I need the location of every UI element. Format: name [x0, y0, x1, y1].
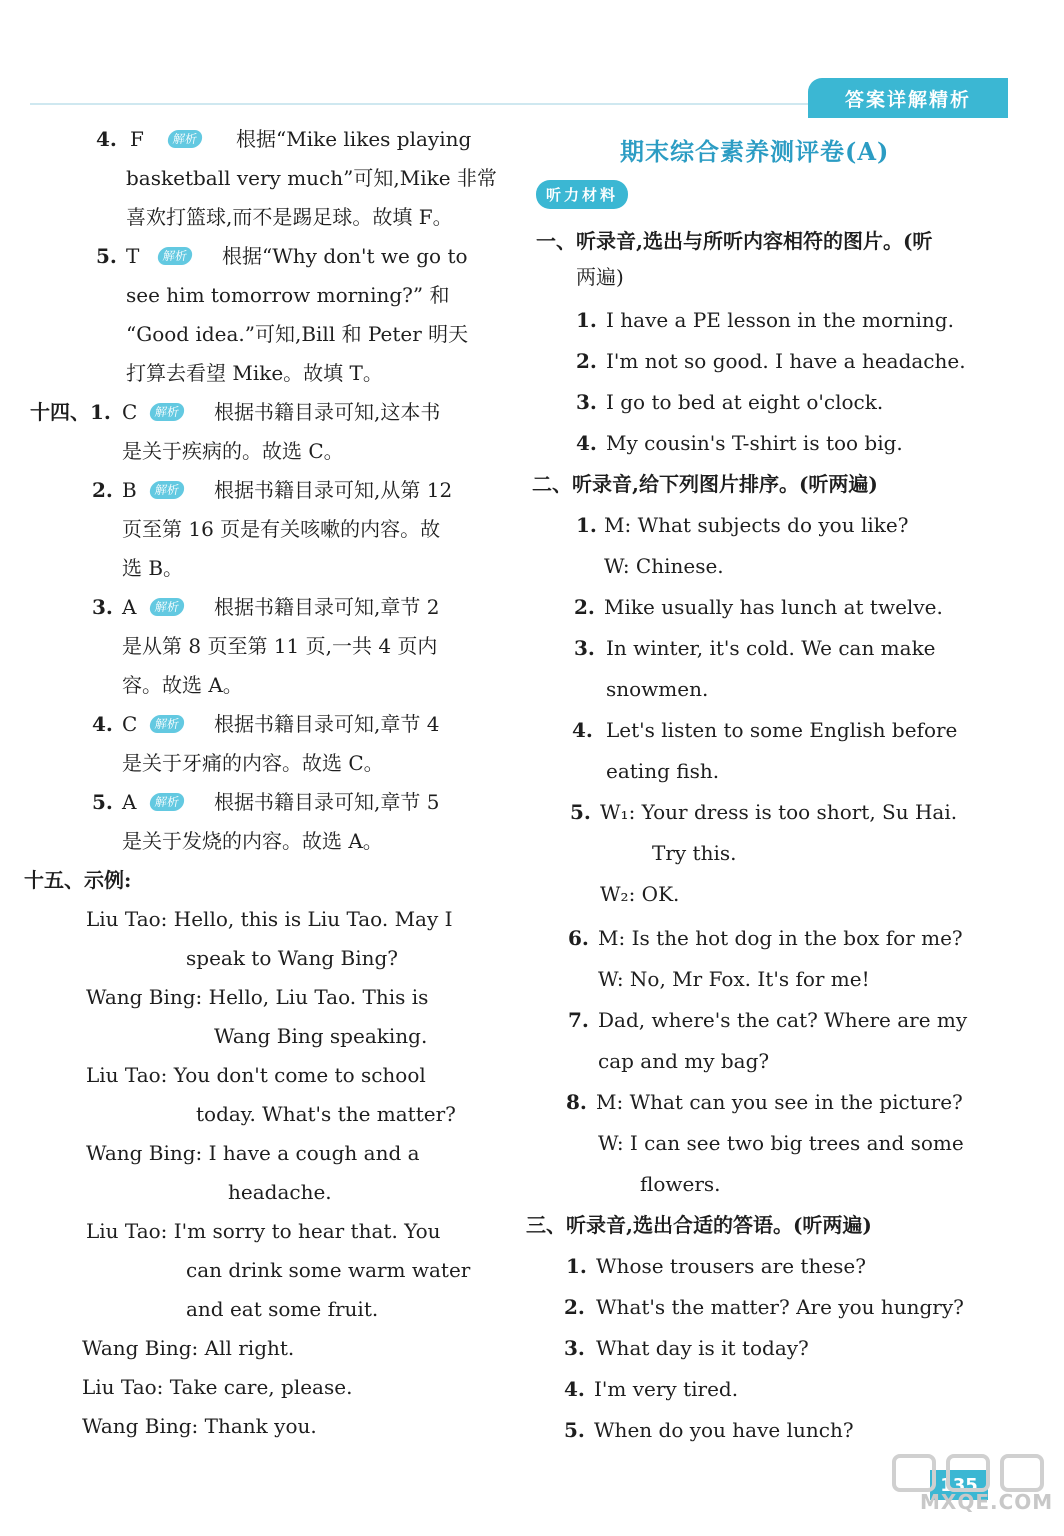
listening-line: W: No, Mr Fox. It's for me!	[598, 967, 870, 991]
page-number: 135	[930, 1470, 988, 1500]
section-tab: 答案详解精析	[808, 78, 1008, 118]
analysis-badge: 解析	[166, 130, 203, 148]
listening-line: 1.	[566, 1254, 587, 1278]
answer-line: 4.	[92, 712, 113, 736]
analysis-badge: 解析	[156, 247, 193, 265]
answer-line: Wang Bing speaking.	[214, 1024, 428, 1048]
answer-line: 根据“Why don't we go to	[222, 244, 468, 268]
answer-line: 是从第 8 页至第 11 页,一共 4 页内	[122, 634, 438, 658]
analysis-badge: 解析	[148, 715, 185, 733]
answer-line: A	[122, 595, 137, 619]
listening-line: 3.	[564, 1336, 585, 1360]
answer-line: A	[122, 790, 137, 814]
answer-line: 页至第 16 页是有关咳嗽的内容。故	[122, 517, 441, 541]
listening-line: flowers.	[640, 1172, 721, 1196]
answer-line: headache.	[228, 1180, 332, 1204]
answer-line: Wang Bing: I have a cough and a	[86, 1141, 420, 1165]
listening-line: W₂: OK.	[600, 882, 680, 906]
listening-line: I'm very tired.	[594, 1377, 739, 1401]
analysis-badge: 解析	[148, 598, 185, 616]
listening-line: Dad, where's the cat? Where are my	[598, 1008, 968, 1032]
listening-line: I go to bed at eight o'clock.	[606, 390, 884, 414]
answer-line: 根据书籍目录可知,章节 5	[214, 790, 440, 814]
listening-line: 二、听录音,给下列图片排序。(听两遍)	[532, 472, 878, 496]
listening-line: 1.	[576, 308, 597, 332]
listening-line: 3.	[576, 390, 597, 414]
header-rule	[30, 103, 810, 105]
listening-line: M: Is the hot dog in the box for me?	[598, 926, 963, 950]
answer-line: 十四、1.	[30, 400, 111, 424]
analysis-badge: 解析	[148, 793, 185, 811]
answer-line: 是关于疾病的。故选 C。	[122, 439, 344, 463]
listening-line: snowmen.	[606, 677, 709, 701]
listening-line: 2.	[574, 595, 595, 619]
listening-line: W: I can see two big trees and some	[598, 1131, 964, 1155]
listening-line: M: What subjects do you like?	[604, 513, 909, 537]
answer-line: 4.	[96, 127, 117, 151]
listening-line: What's the matter? Are you hungry?	[596, 1295, 964, 1319]
listening-line: 两遍)	[576, 265, 624, 289]
listening-line: My cousin's T-shirt is too big.	[606, 431, 903, 455]
answer-line: 喜欢打篮球,而不是踢足球。故填 F。	[126, 205, 453, 229]
answer-line: 根据书籍目录可知,这本书	[214, 400, 441, 424]
listening-line: eating fish.	[606, 759, 720, 783]
listening-line: Mike usually has lunch at twelve.	[604, 595, 943, 619]
listening-line: 一、听录音,选出与所听内容相符的图片。(听	[536, 229, 933, 253]
answer-line: 5.	[92, 790, 113, 814]
listening-line: When do you have lunch?	[594, 1418, 854, 1442]
answer-line: Liu Tao: You don't come to school	[86, 1063, 426, 1087]
answer-line: 5.	[96, 244, 117, 268]
analysis-badge: 解析	[148, 481, 185, 499]
listening-line: 4.	[564, 1377, 585, 1401]
listening-line: I have a PE lesson in the morning.	[606, 308, 954, 332]
answer-line: B	[122, 478, 137, 502]
answer-line: Wang Bing: Thank you.	[82, 1414, 317, 1438]
answer-line: and eat some fruit.	[186, 1297, 379, 1321]
listening-line: cap and my bag?	[598, 1049, 770, 1073]
answer-line: C	[122, 400, 138, 424]
listening-line: 三、听录音,选出合适的答语。(听两遍)	[526, 1213, 872, 1237]
listening-line: I'm not so good. I have a headache.	[606, 349, 966, 373]
watermark-text: MXQE.COM	[920, 1490, 1054, 1514]
listening-line: 3.	[574, 636, 595, 660]
answer-line: Liu Tao: Take care, please.	[82, 1375, 353, 1399]
answer-line: Wang Bing: All right.	[82, 1336, 295, 1360]
answer-line: see him tomorrow morning?” 和	[126, 283, 450, 307]
answer-line: 是关于发烧的内容。故选 A。	[122, 829, 383, 853]
listening-line: 4.	[572, 718, 593, 742]
listening-line: 4.	[576, 431, 597, 455]
answer-line: 根据书籍目录可知,章节 4	[214, 712, 440, 736]
listening-line: 2.	[564, 1295, 585, 1319]
listening-line: 7.	[568, 1008, 589, 1032]
listening-line: 6.	[568, 926, 589, 950]
answer-line: Liu Tao: I'm sorry to hear that. You	[86, 1219, 441, 1243]
listening-line: What day is it today?	[596, 1336, 809, 1360]
answer-line: Liu Tao: Hello, this is Liu Tao. May I	[86, 907, 453, 931]
analysis-badge: 解析	[148, 403, 185, 421]
listening-line: M: What can you see in the picture?	[596, 1090, 963, 1114]
listening-line: 2.	[576, 349, 597, 373]
listening-line: In winter, it's cold. We can make	[606, 636, 936, 660]
answer-line: Wang Bing: Hello, Liu Tao. This is	[86, 985, 429, 1009]
answer-line: 是关于牙痛的内容。故选 C。	[122, 751, 384, 775]
answer-line: can drink some warm water	[186, 1258, 471, 1282]
answer-line: F	[130, 127, 144, 151]
answer-line: 选 B。	[122, 556, 184, 580]
answer-line: 2.	[92, 478, 113, 502]
listening-line: W: Chinese.	[604, 554, 724, 578]
listening-line: 8.	[566, 1090, 587, 1114]
listening-line: 1.	[576, 513, 597, 537]
answer-line: today. What's the matter?	[196, 1102, 456, 1126]
answer-line: 十五、示例:	[24, 868, 132, 892]
exam-title: 期末综合素养测评卷(A)	[620, 137, 890, 166]
answer-line: C	[122, 712, 138, 736]
listening-material-label: 听力材料	[536, 180, 628, 209]
answer-line: 根据书籍目录可知,章节 2	[214, 595, 440, 619]
answer-line: 根据“Mike likes playing	[236, 127, 472, 151]
answer-line: 根据书籍目录可知,从第 12	[214, 478, 453, 502]
answer-line: 容。故选 A。	[122, 673, 243, 697]
answer-line: 3.	[92, 595, 113, 619]
listening-line: Let's listen to some English before	[606, 718, 958, 742]
listening-line: Try this.	[652, 841, 737, 865]
answer-line: T	[126, 244, 140, 268]
answer-line: basketball very much”可知,Mike 非常	[126, 166, 497, 190]
listening-line: W₁: Your dress is too short, Su Hai.	[600, 800, 958, 824]
answer-line: “Good idea.”可知,Bill 和 Peter 明天	[126, 322, 469, 346]
answer-line: speak to Wang Bing?	[186, 946, 399, 970]
answer-line: 打算去看望 Mike。故填 T。	[126, 361, 383, 385]
listening-line: 5.	[570, 800, 591, 824]
listening-line: Whose trousers are these?	[596, 1254, 866, 1278]
listening-line: 5.	[564, 1418, 585, 1442]
